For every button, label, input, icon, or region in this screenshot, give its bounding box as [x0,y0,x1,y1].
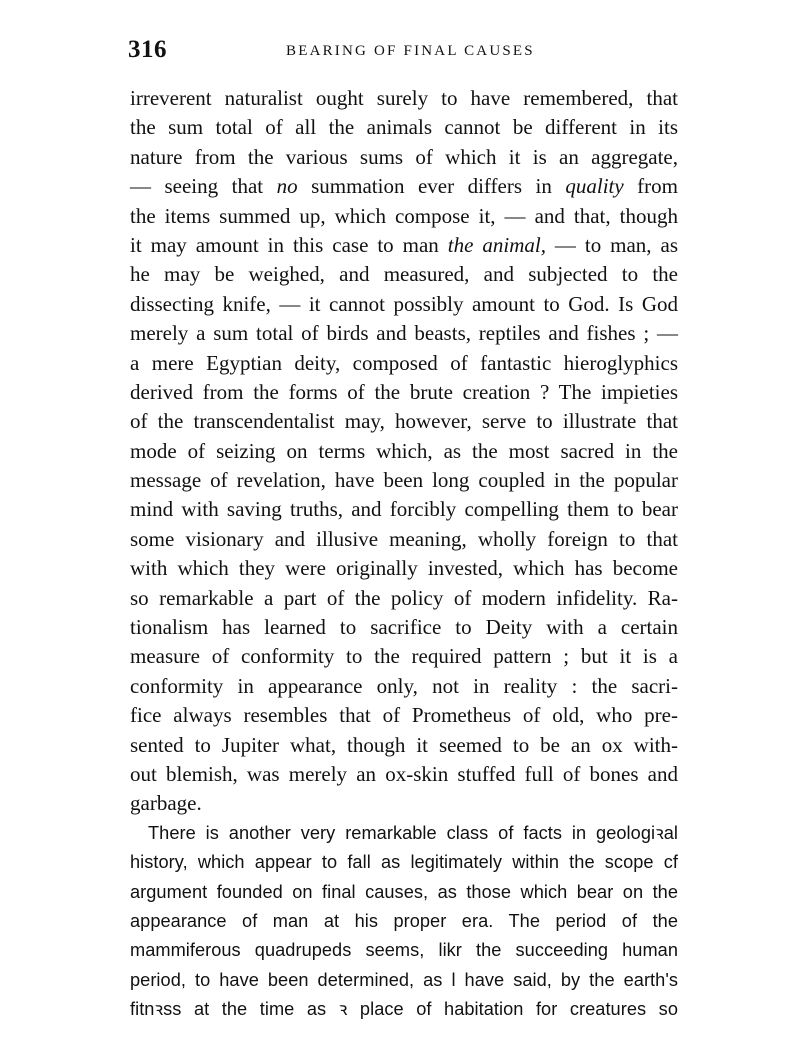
text-line [130,231,678,260]
text-line: message of revelation, have been long coupled in the popular [130,468,678,493]
text-line: nature from the various sums of which it is an aggregate, [130,144,678,169]
text-line: the items summed up, which compose it, — and that, though [130,203,678,228]
running-title: BEARING OF FINAL CAUSES [286,43,535,59]
text-run: — seeing that [130,174,277,199]
text-line [130,172,678,201]
text-line: fitnꝛss at the time as ꝛ place of habitation for creatures so [130,999,678,1020]
text-line: dissecting knife, — it cannot possibly amount to God. Is God [130,291,678,316]
text-run: — to man, as [545,232,678,257]
text-line: some visionary and illusive meaning, wholly foreign to that [130,526,678,551]
running-head [128,36,688,66]
text-line: so remarkable a part of the policy of modern infidelity. Ra- [130,585,678,610]
text-run: from [623,174,679,199]
text-line: garbage. [130,791,202,816]
text-line: he may be weighed, and measured, and subjected to the [130,262,678,287]
text-line: period, to have been determined, as l have said, by the earth's [130,969,678,990]
text-line: tionalism has learned to sacrifice to Deity with a certain [130,615,678,640]
italic-phrase: the animal, [447,232,546,257]
paragraph-1 [130,84,678,819]
text-line: mammiferous quadrupeds seems, likr the succeeding human [130,940,678,961]
text-run: it may amount in this case to man [130,232,448,257]
text-line: mode of seizing on terms which, as the most sacred in the [130,438,678,463]
text-line: measure of conformity to the required pattern ; but it is a [130,644,678,669]
text-line: history, which appear to fall as legitimately within the scope cf [130,852,678,873]
paragraph-2 [130,819,678,1025]
text-run: summation ever differs in [297,174,566,199]
text-line: sented to Jupiter what, though it seemed to be an ox with- [130,732,678,757]
text-line: derived from the forms of the brute creation ? The impieties [130,379,678,404]
text-line: mind with saving truths, and forcibly compelling them to bear [130,497,678,522]
text-body [130,84,678,1025]
text-line: out blemish, was merely an ox-skin stuffed full of bones and [130,761,678,786]
text-line: appearance of man at his proper era. The period of the [130,910,678,931]
text-line: conformity in appearance only, not in reality : the sacri- [130,673,678,698]
italic-word: quality [565,174,624,199]
text-line: with which they were originally invested, which has become [130,556,678,581]
text-line: argument founded on final causes, as those which bear on the [130,881,678,902]
text-line: There is another very remarkable class of facts in geologiꝛal [148,822,678,843]
italic-word: no [276,174,298,199]
text-line: irreverent naturalist ought surely to have remembered, that [130,86,678,110]
text-line: a mere Egyptian deity, composed of fantastic hieroglyphics [130,350,678,375]
text-line: fice always resembles that of Prometheus of old, who pre- [130,703,678,728]
text-line: the sum total of all the animals cannot be different in its [130,115,678,140]
page-number: 316 [128,36,167,63]
text-line: of the transcendentalist may, however, serve to illustrate that [130,409,678,434]
text-line: merely a sum total of birds and beasts, reptiles and fishes ; — [130,321,678,346]
